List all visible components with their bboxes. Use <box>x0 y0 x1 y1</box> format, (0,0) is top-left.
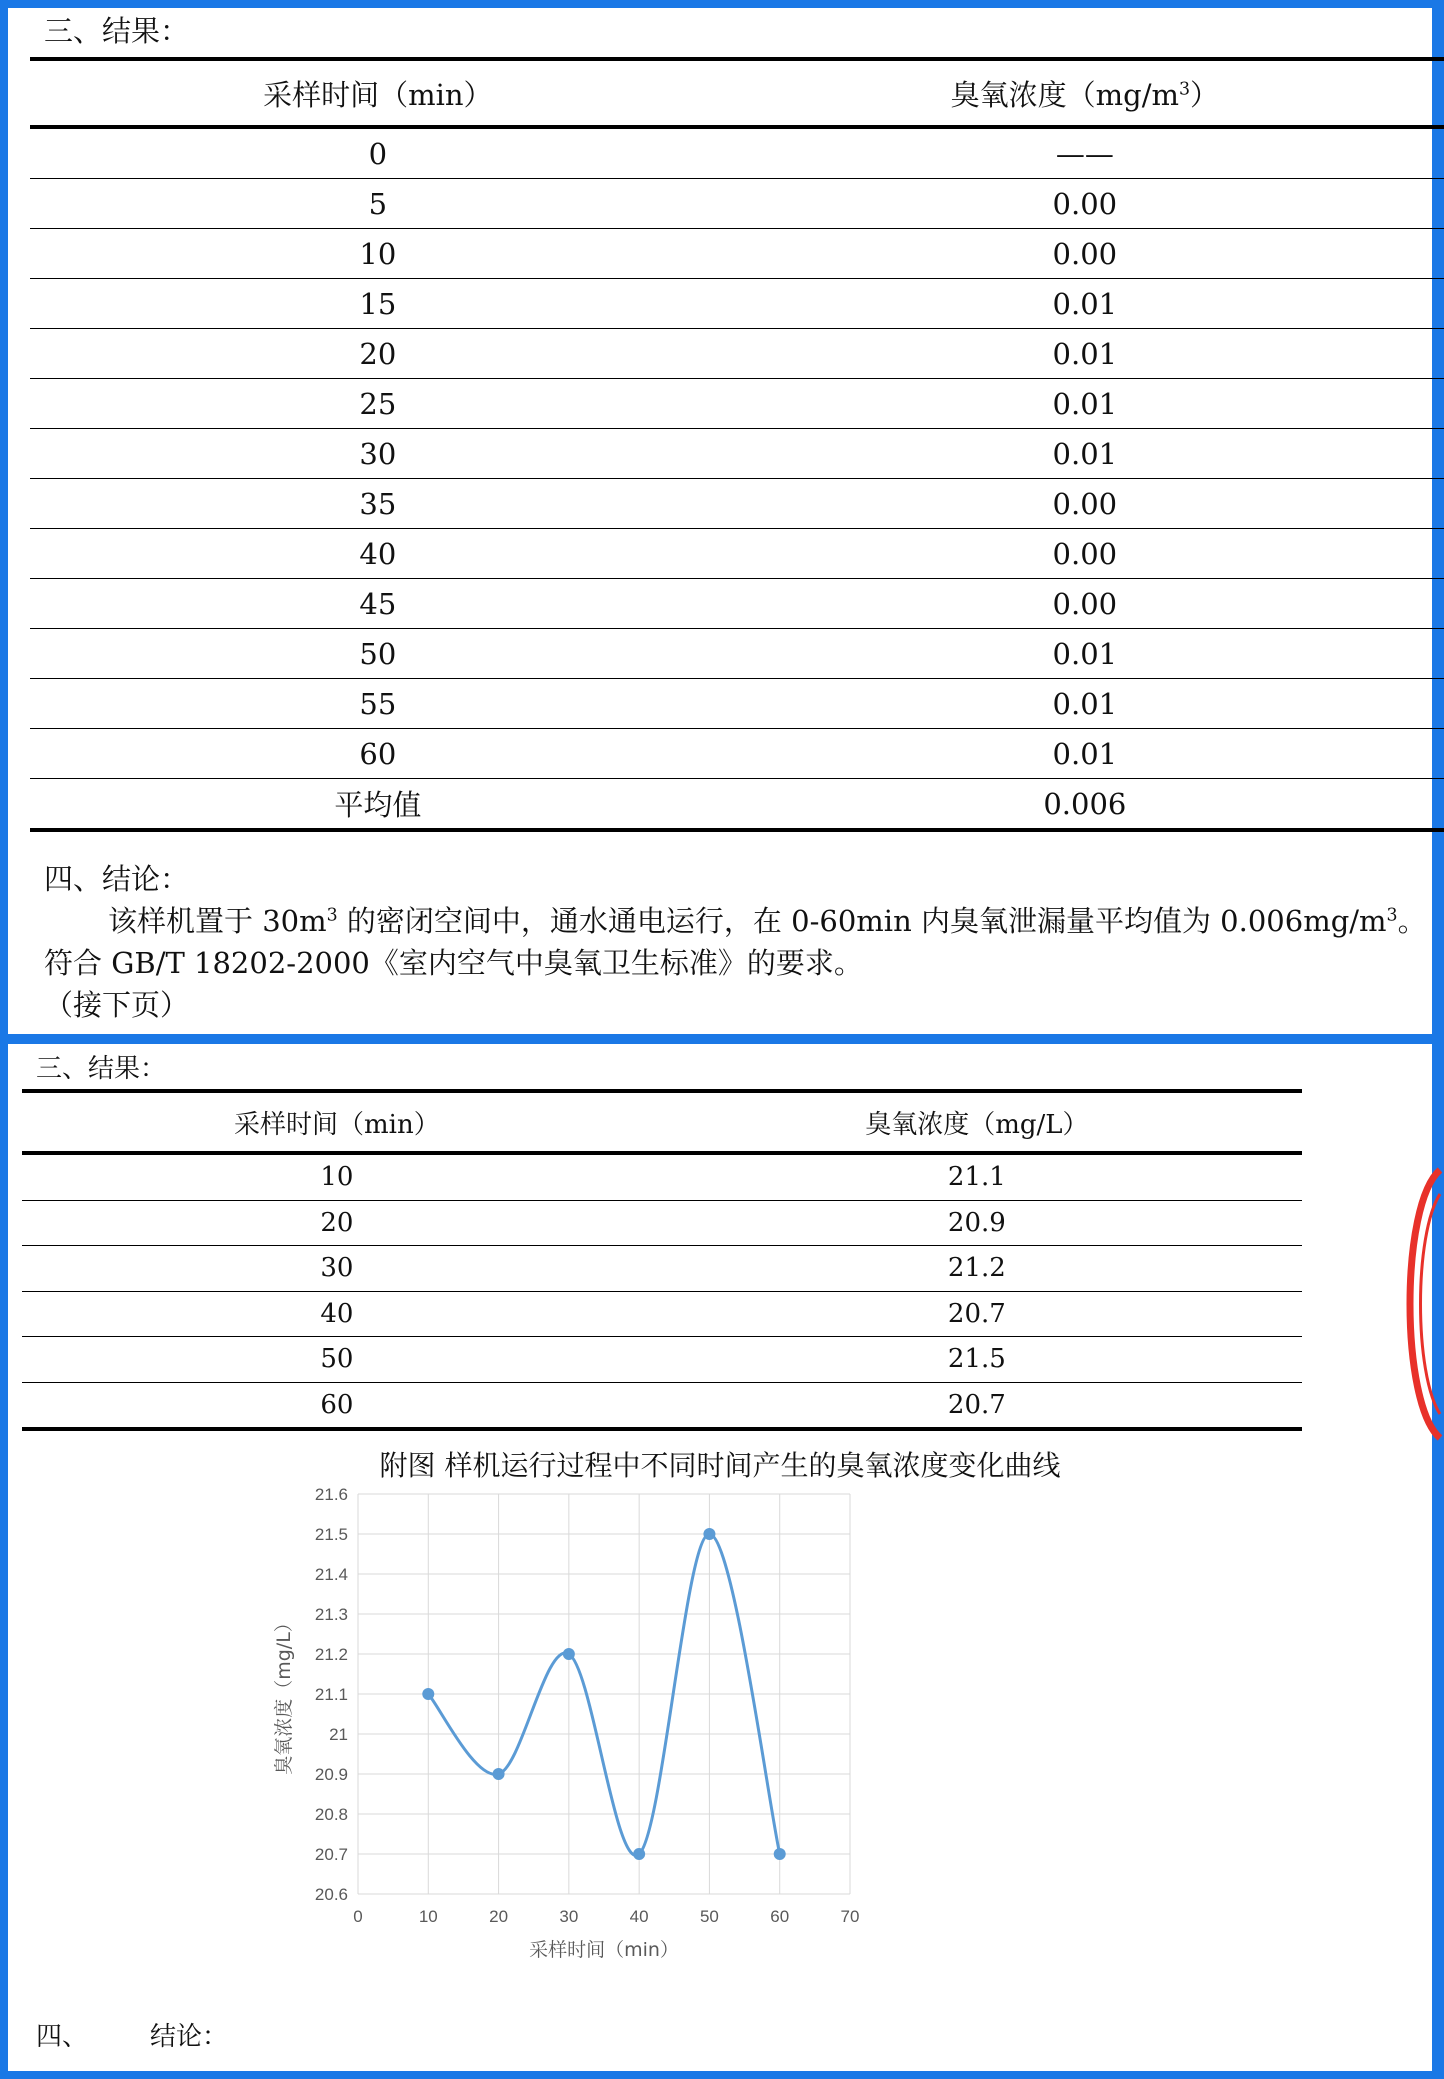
document-page-2 <box>8 1044 1432 2071</box>
cell-ozone-concentration: 0.01 <box>726 329 1444 379</box>
cell-ozone-concentration: 20.7 <box>652 1382 1302 1429</box>
table-row <box>22 1291 1302 1337</box>
table-row <box>22 1337 1302 1383</box>
cell-sampling-time: 45 <box>30 579 726 629</box>
cell-ozone-concentration: 20.9 <box>652 1200 1302 1246</box>
cell-sampling-time: 55 <box>30 679 726 729</box>
cell-sampling-time: 30 <box>22 1246 652 1292</box>
conclusion-heading-2 <box>36 2020 228 2054</box>
table-row <box>22 1153 1302 1200</box>
y-tick-label: 21.4 <box>314 1565 348 1584</box>
x-tick-label: 50 <box>699 1907 719 1926</box>
table-row <box>22 1246 1302 1292</box>
cell-sampling-time: 0 <box>30 127 726 179</box>
table-row <box>30 179 1444 229</box>
y-tick-label: 20.6 <box>314 1885 348 1904</box>
col-ozone-concentration: 臭氧浓度（mg/L） <box>652 1091 1302 1153</box>
table-header-row <box>30 59 1444 127</box>
cell-ozone-concentration: 0.00 <box>726 579 1444 629</box>
x-tick-label: 20 <box>489 1907 509 1926</box>
cell-sampling-time: 40 <box>22 1291 652 1337</box>
cell-sampling-time: 25 <box>30 379 726 429</box>
cell-ozone-concentration: 0.01 <box>726 379 1444 429</box>
cell-ozone-concentration: 0.01 <box>726 429 1444 479</box>
conclusion-label: 结论： <box>150 2022 229 2052</box>
data-point <box>774 1848 786 1860</box>
cell-ozone-concentration: 0.01 <box>726 679 1444 729</box>
x-axis-label: 采样时间（min） <box>529 1939 679 1961</box>
cell-sampling-time: 50 <box>30 629 726 679</box>
x-tick-label: 70 <box>840 1907 860 1926</box>
cell-ozone-concentration: 20.7 <box>652 1291 1302 1337</box>
cell-ozone-concentration: 0.00 <box>726 179 1444 229</box>
conclusion-number: 四、 <box>36 2022 89 2052</box>
cell-ozone-concentration: —— <box>726 127 1444 179</box>
cell-ozone-concentration: 0.01 <box>726 279 1444 329</box>
cell-ozone-concentration: 0.00 <box>726 229 1444 279</box>
cell-sampling-time: 20 <box>22 1200 652 1246</box>
cell-sampling-time: 5 <box>30 179 726 229</box>
document-page-1 <box>8 8 1432 1034</box>
table-row <box>22 1200 1302 1246</box>
ozone-concentration-table <box>22 1089 1302 1431</box>
data-point <box>703 1528 715 1540</box>
data-point <box>493 1768 505 1780</box>
table-row <box>30 229 1444 279</box>
ozone-leak-table <box>30 57 1444 832</box>
cell-sampling-time: 10 <box>30 229 726 279</box>
conclusion-text-line1: 该样机置于 $30m^3$ 的密闭空间中，通水通电运行，在 0-60min 内臭氧泄漏量平均值为 $0.006mg/m^3$。 <box>108 904 1427 938</box>
results-heading-2: 三、结果： <box>36 1054 167 1084</box>
table-row <box>30 629 1444 679</box>
figure-caption: 附图 样机运行过程中不同时间产生的臭氧浓度变化曲线 <box>379 1449 1061 1482</box>
cell-sampling-time: 60 <box>22 1382 652 1429</box>
cell-sampling-time: 平均值 <box>30 779 726 831</box>
cell-ozone-concentration: 0.01 <box>726 629 1444 679</box>
y-tick-label: 21.2 <box>314 1645 348 1664</box>
cell-sampling-time: 15 <box>30 279 726 329</box>
data-point <box>563 1648 575 1660</box>
cell-ozone-concentration: 0.006 <box>726 779 1444 831</box>
cell-ozone-concentration: 0.00 <box>726 479 1444 529</box>
cell-ozone-concentration: 0.01 <box>726 729 1444 779</box>
x-tick-label: 40 <box>629 1907 649 1926</box>
continued-note: （接下页） <box>44 988 190 1022</box>
table-row <box>30 579 1444 629</box>
table-row <box>30 529 1444 579</box>
table-row <box>30 479 1444 529</box>
x-tick-label: 10 <box>418 1907 438 1926</box>
cell-sampling-time: 50 <box>22 1337 652 1383</box>
col-ozone-concentration: 臭氧浓度$(mg/m^3)$ <box>726 59 1444 127</box>
cell-ozone-concentration: 21.1 <box>652 1153 1302 1200</box>
x-tick-label: 0 <box>353 1907 363 1926</box>
red-seal-stamp <box>1396 1164 1436 1444</box>
cell-sampling-time: 35 <box>30 479 726 529</box>
table-row <box>30 779 1444 831</box>
table-row <box>30 729 1444 779</box>
cell-sampling-time: 30 <box>30 429 726 479</box>
y-tick-label: 21.3 <box>314 1605 348 1624</box>
y-tick-label: 21.6 <box>314 1485 348 1504</box>
cell-sampling-time: 60 <box>30 729 726 779</box>
table-row <box>22 1382 1302 1429</box>
table-row <box>30 429 1444 479</box>
table-row <box>30 679 1444 729</box>
y-tick-label: 21.5 <box>314 1525 348 1544</box>
x-tick-label: 30 <box>559 1907 579 1926</box>
y-tick-label: 20.8 <box>314 1805 348 1824</box>
x-tick-label: 60 <box>770 1907 790 1926</box>
y-axis-label: 臭氧浓度（mg/L） <box>273 1613 295 1775</box>
cell-sampling-time: 40 <box>30 529 726 579</box>
data-point <box>633 1848 645 1860</box>
y-tick-label: 20.9 <box>314 1765 348 1784</box>
cell-sampling-time: 20 <box>30 329 726 379</box>
y-tick-label: 20.7 <box>314 1845 348 1864</box>
table-row <box>30 329 1444 379</box>
table-row <box>30 127 1444 179</box>
cell-sampling-time: 10 <box>22 1153 652 1200</box>
series-line <box>428 1534 779 1855</box>
y-tick-label: 21.1 <box>314 1685 348 1704</box>
table-row <box>30 379 1444 429</box>
results-heading: 三、结果： <box>44 14 190 48</box>
col-sampling-time: 采样时间（min） <box>30 59 726 127</box>
col-sampling-time: 采样时间（min） <box>22 1091 652 1153</box>
cell-ozone-concentration: 21.5 <box>652 1337 1302 1383</box>
ozone-concentration-line-chart <box>273 1484 1058 2024</box>
cell-ozone-concentration: 21.2 <box>652 1246 1302 1292</box>
data-point <box>422 1688 434 1700</box>
cell-ozone-concentration: 0.00 <box>726 529 1444 579</box>
conclusion-heading: 四、结论： <box>44 862 190 896</box>
table-row <box>30 279 1444 329</box>
table-header-row <box>22 1091 1302 1153</box>
y-tick-label: 21 <box>329 1725 348 1744</box>
conclusion-text-line2: 符合 GB/T 18202-2000《室内空气中臭氧卫生标准》的要求。 <box>44 946 863 980</box>
